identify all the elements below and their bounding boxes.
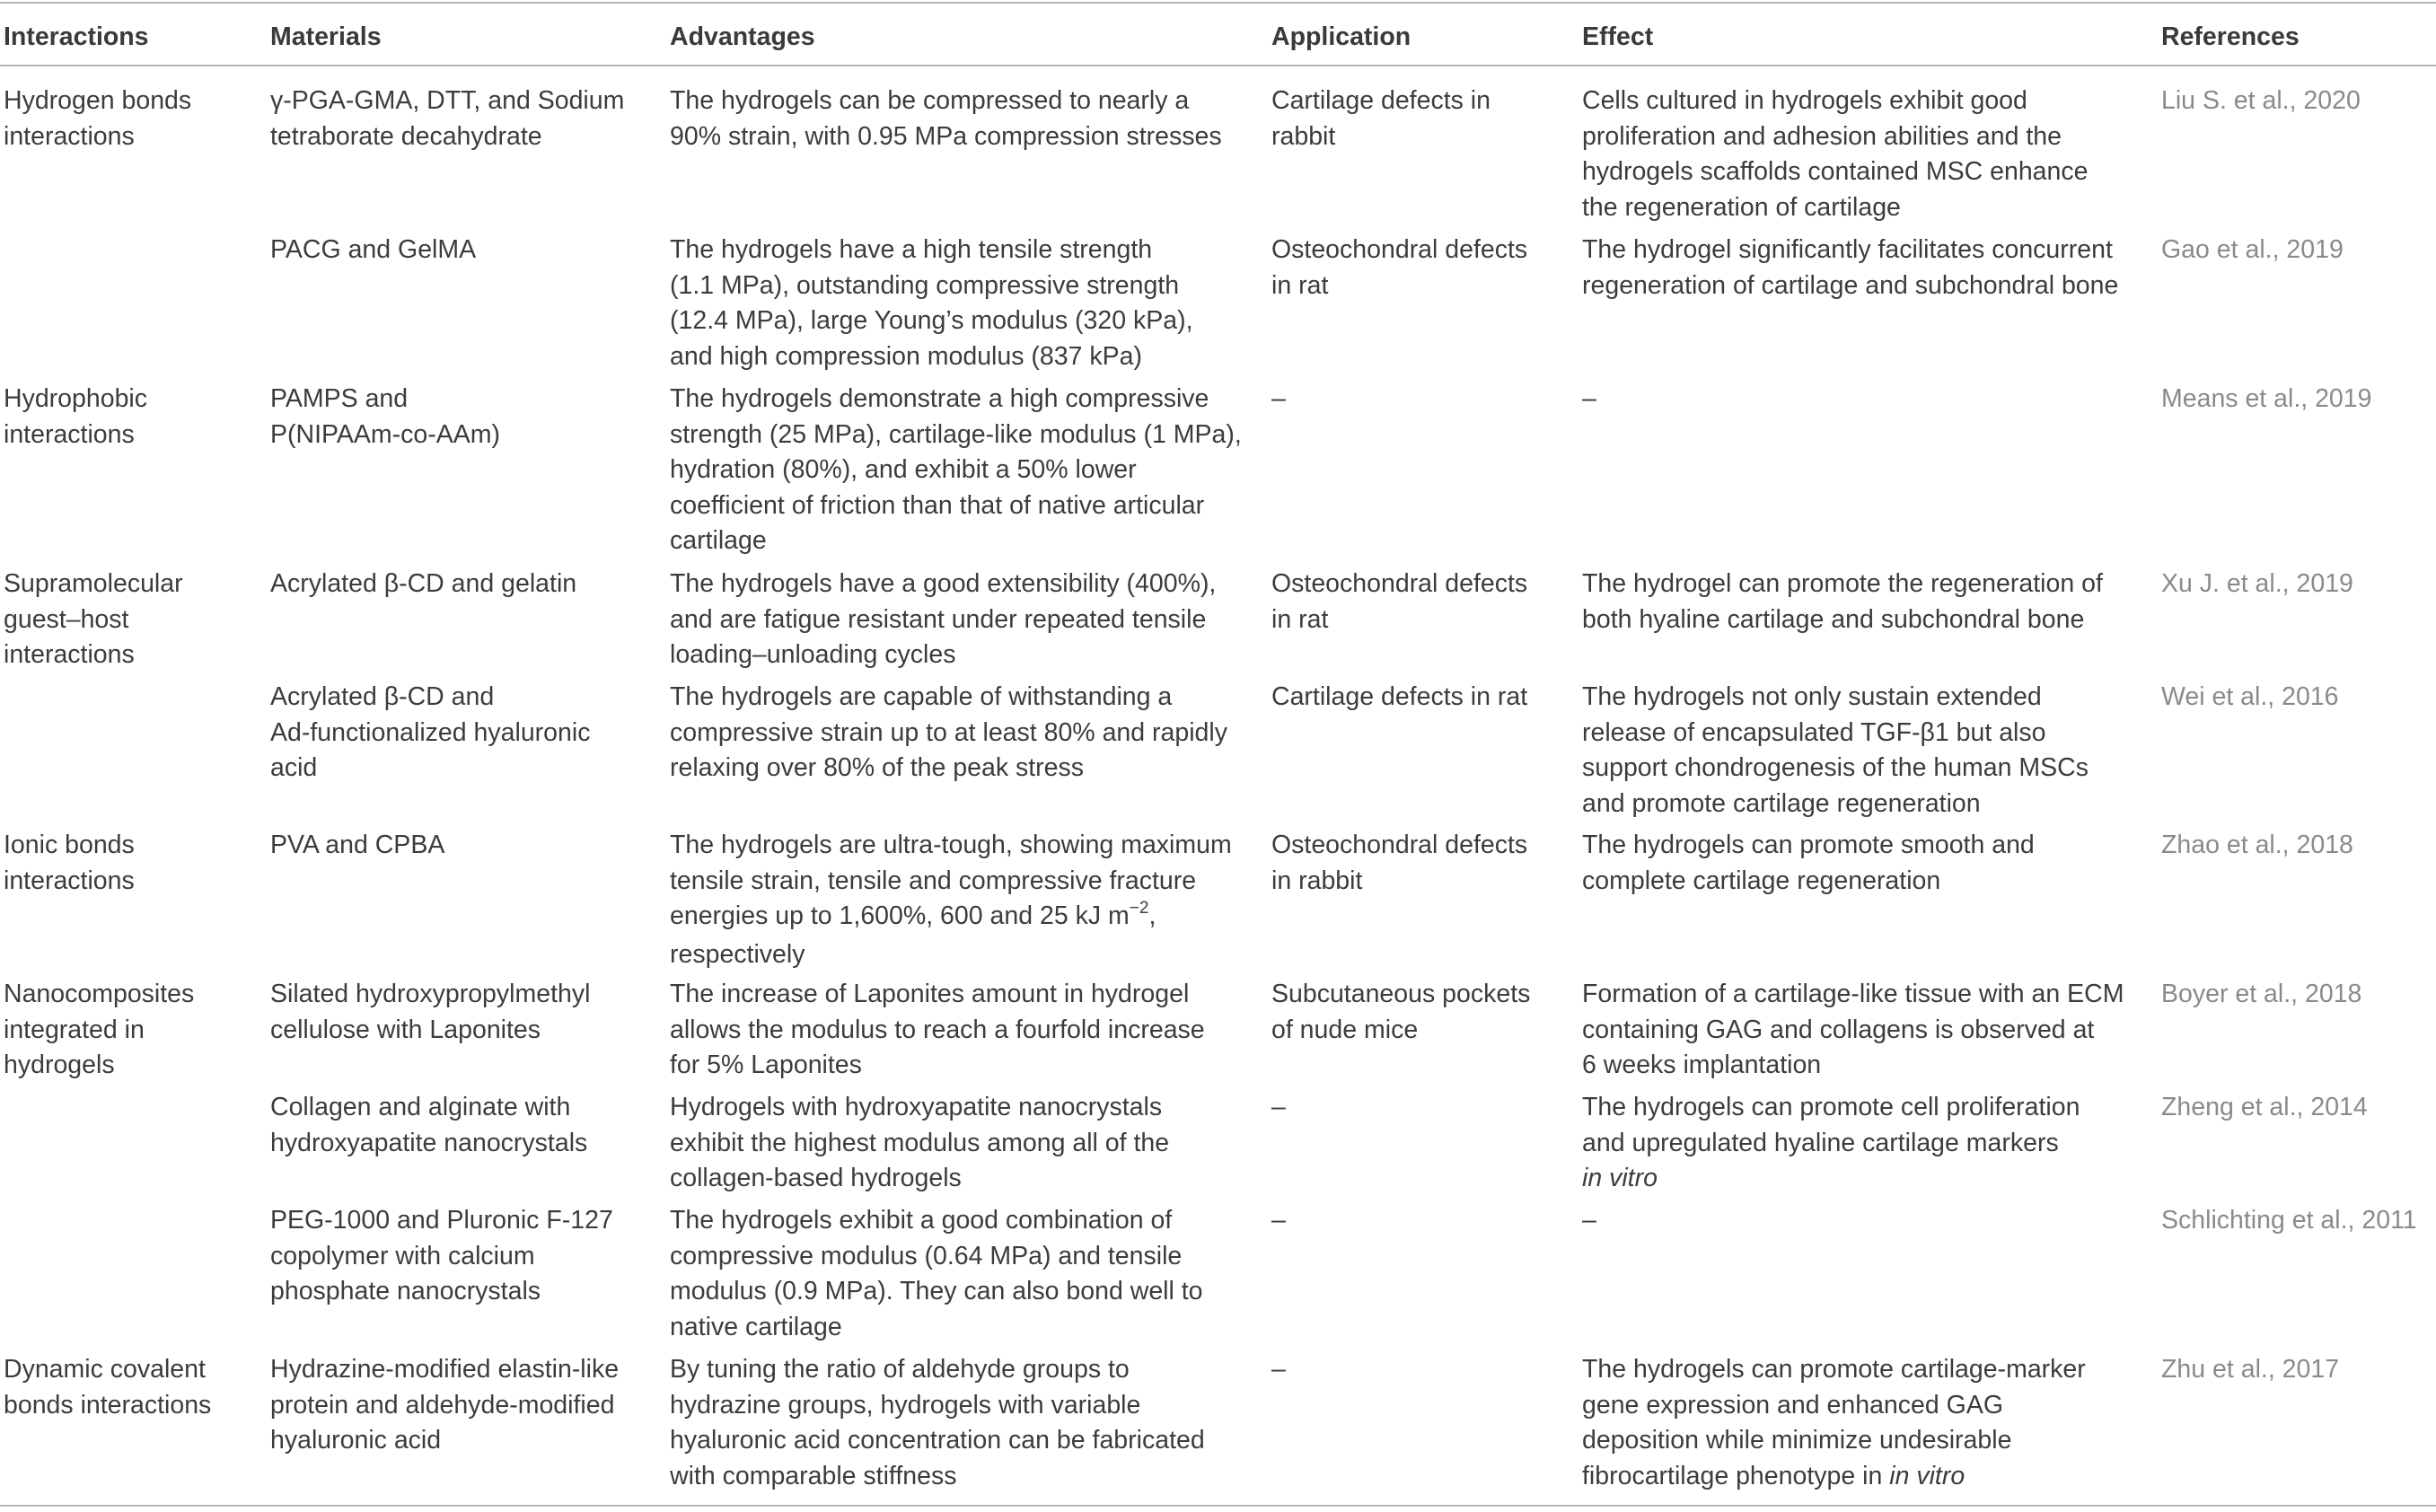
row-7-interaction: Nanocomposites integrated in hydrogels [4,980,195,1079]
row-10-advantages: By tuning the ratio of aldehyde groups to hydrazine groups, hydrogels with variable hyaluronic acid concentration can be fabricated with comparable stiffness [670,1355,1205,1490]
row-10-application: – [1271,1355,1286,1384]
row-10-effect: The hydrogels can promote cartilage-marker gene expression and enhanced GAG deposition while minimize undesirable fibrocartilage phenotype in in vitro [1582,1355,2086,1490]
row-7-materials: Silated hydroxypropylmethyl cellulose with Laponites [270,980,591,1044]
italic-in-vitro: in vitro [1582,1164,1658,1192]
table-bottom-rule [0,1505,2436,1507]
italic-in-vitro-tail: in vitro [1889,1461,1966,1490]
row-1-advantages: The hydrogels can be compressed to nearly a 90% strain, with 0.95 MPa compression stresses [670,86,1222,151]
row-9-application: – [1271,1206,1286,1235]
row-7-advantages: The increase of Laponites amount in hydrogel allows the modulus to reach a fourfold increase for 5% Laponites [670,980,1205,1079]
row-3-reference[interactable]: Means et al., 2019 [2161,384,2372,413]
row-4-effect: The hydrogel can promote the regeneration of both hyaline cartilage and subchondral bone [1582,569,2103,634]
header-references: References [2161,22,2300,51]
row-4-advantages: The hydrogels have a good extensibility (400%), and are fatigue resistant under repeated tensile loading–unloading cycles [670,569,1217,669]
row-6-application: Osteochondral defects in rabbit [1271,831,1528,895]
row-1-application: Cartilage defects in rabbit [1271,86,1491,151]
superscript-exponent: −2 [1129,899,1149,918]
row-2-advantages: The hydrogels have a high tensile strength (1.1 MPa), outstanding compressive strength (12.4 MPa), large Young’s modulus (320 kPa), and high compression modulus (837 kPa) [670,235,1193,371]
header-interactions: Interactions [4,22,149,51]
row-9-materials: PEG-1000 and Pluronic F-127 copolymer with calcium phosphate nanocrystals [270,1206,613,1305]
row-1-materials: γ-PGA-GMA, DTT, and Sodium tetraborate decahydrate [270,86,625,151]
header-application: Application [1271,22,1411,51]
row-6-advantages: The hydrogels are ultra-tough, showing maximum tensile strain, tensile and compressive fracture energies up to 1,600%, 600 and 25 kJ $m^{-2}$, respectively [670,831,1232,969]
row-7-reference[interactable]: Boyer et al., 2018 [2161,980,2362,1008]
row-8-advantages: Hydrogels with hydroxyapatite nanocrystals exhibit the highest modulus among all of the collagen-based hydrogels [670,1093,1170,1192]
row-6-interaction: Ionic bonds interactions [4,831,135,895]
row-2-materials: PACG and GelMA [270,235,477,264]
row-10-interaction: Dynamic covalent bonds interactions [4,1355,212,1420]
row-7-effect: Formation of a cartilage-like tissue with an ECM containing GAG and collagens is observed at 6 weeks implantation [1582,980,2124,1079]
row-3-interaction: Hydrophobic interactions [4,384,148,449]
row-9-effect: – [1582,1206,1596,1235]
row-5-effect: The hydrogels not only sustain extended release of encapsulated TGF-β1 but also support chondrogenesis of the human MSCs and promote cartilage regeneration [1582,682,2089,818]
row-8-materials: Collagen and alginate with hydroxyapatite nanocrystals [270,1093,588,1157]
row-8-reference[interactable]: Zheng et al., 2014 [2161,1093,2368,1121]
row-3-application: – [1271,384,1286,413]
row-3-advantages: The hydrogels demonstrate a high compressive strength (25 MPa), cartilage-like modulus (1 MPa), hydration (80%), and exhibit a 50% lower coefficient of friction than that of native articular cartilage [670,384,1242,555]
row-2-application: Osteochondral defects in rat [1271,235,1528,300]
row-9-advantages: The hydrogels exhibit a good combination of compressive modulus (0.64 MPa) and tensile modulus (0.9 MPa). They can also bond well to native cartilage [670,1206,1203,1341]
row-10-materials: Hydrazine-modified elastin-like protein and aldehyde-modified hyaluronic acid [270,1355,620,1455]
row-1-interaction: Hydrogen bonds interactions [4,86,192,151]
row-5-materials: Acrylated β-CD and Ad-functionalized hyaluronic acid [270,682,591,782]
row-7-application: Subcutaneous pockets of nude mice [1271,980,1531,1044]
row-10-reference[interactable]: Zhu et al., 2017 [2161,1355,2340,1384]
row-5-advantages: The hydrogels are capable of withstanding a compressive strain up to at least 80% and rapidly relaxing over 80% of the peak stress [670,682,1227,782]
header-advantages: Advantages [670,22,815,51]
row-2-effect: The hydrogel significantly facilitates concurrent regeneration of cartilage and subchondral bone [1582,235,2119,300]
table-header-rule [0,65,2436,66]
row-1-effect: Cells cultured in hydrogels exhibit good proliferation and adhesion abilities and the hydrogels scaffolds contained MSC enhance the regeneration of cartilage [1582,86,2089,222]
row-4-reference[interactable]: Xu J. et al., 2019 [2161,569,2353,598]
row-9-reference[interactable]: Schlichting et al., 2011 [2161,1206,2417,1235]
row-6-materials: PVA and CPBA [270,831,445,859]
header-effect: Effect [1582,22,1654,51]
row-2-reference[interactable]: Gao et al., 2019 [2161,235,2344,264]
header-materials: Materials [270,22,382,51]
table-top-rule [0,2,2436,4]
row-8-effect: The hydrogels can promote cell proliferation and upregulated hyaline cartilage markers in vitro [1582,1093,2080,1192]
row-5-reference[interactable]: Wei et al., 2016 [2161,682,2339,711]
row-6-reference[interactable]: Zhao et al., 2018 [2161,831,2353,859]
row-6-effect: The hydrogels can promote smooth and complete cartilage regeneration [1582,831,2035,895]
row-4-materials: Acrylated β-CD and gelatin [270,569,577,598]
row-4-interaction: Supramolecular guest–host interactions [4,569,183,669]
row-8-application: – [1271,1093,1286,1121]
row-4-application: Osteochondral defects in rat [1271,569,1528,634]
row-3-effect: – [1582,384,1596,413]
row-3-materials: PAMPS and P(NIPAAm-co-AAm) [270,384,500,449]
row-5-application: Cartilage defects in rat [1271,682,1528,711]
row-1-reference[interactable]: Liu S. et al., 2020 [2161,86,2361,115]
